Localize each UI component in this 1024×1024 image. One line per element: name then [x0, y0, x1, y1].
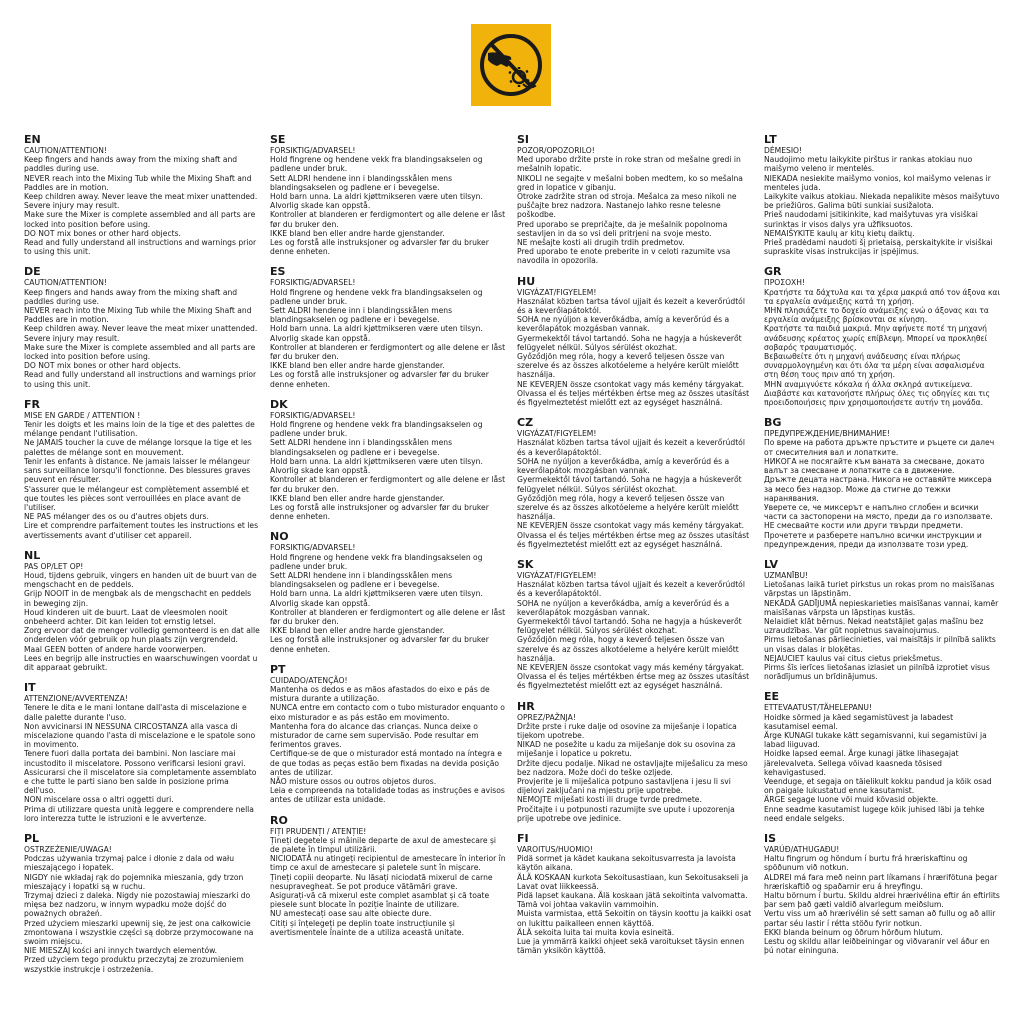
warning-text: VIGYÁZAT/FIGYELEM! Használat közben tartsa távol ujjait és kezeit a keverőrúdtól és a keverőlapátoktól. SOHA ne nyúljon a keverőkádba, amíg a keverőrúd és a keverőlapátok mozgásban vannak. Gyermekektől távol tartandó. Soha ne hagyja a húskeverőt felügyelet nélkül. Súlyos sérülést okozhat. Győződjön meg róla, hogy a keverő teljesen össze van szerelve és az összes alkotóeleme a helyére került mielőtt használja. NE KEVERJEN össze csontokat vagy más kemény tárgyakat. Olvassa el és teljes mértékben értse meg az összes utasítást és figyelmeztetést mielőtt ezt az egységet használná. — [517, 287, 750, 408]
warning-text: OPREZ/PAŽNJA! Držite prste i ruke dalje od osovine za miješanje i lopatica tijekom upotrebe. NIKAD ne posežite u kadu za miješanje dok su osovina za miješanje i lopatice u pokretu. Držite djecu podalje. Nikad ne ostavljajte miješalicu za meso bez nadzora. Može doći do teške ozljede. Provjerite je li miješalica potpuno sastavljena i jesu li svi dijelovi zaključani na mjestu prije upotrebe. NEMOJTE miješati kosti ili druge tvrde predmete. Pročitajte i u potpunosti razumijte sve upute i upozorenja prije upotrebe ove jedinice. — [517, 712, 748, 823]
warning-section-dk — [270, 398, 506, 521]
language-code: PT — [270, 662, 286, 676]
safety-pictogram — [471, 24, 551, 106]
language-code: BG — [764, 416, 782, 430]
warning-column-3 — [517, 133, 753, 964]
warning-text: OSTRZEŻENIE/UWAGA! Podczas używania trzymaj palce i dłonie z dala od wału mieszającego i łopatek. NIGDY nie wkładaj rąk do pojemnika mieszania, gdy trzon mieszający i łopatki są w ruchu. Trzymaj dzieci z daleka. Nigdy nie pozostawiaj mieszarki do mięsa bez nadzoru, w innym wypadku może dojść do poważnych obrażeń. Przed użyciem mieszarki upewnij się, że jest ona całkowicie zmontowana i wszystkie części są dobrze przymocowane na swoim miejscu. NIE MIESZAJ kości ani innych twardych elementów. Przed użyciem tego produktu przeczytaj ze zrozumieniem wszystkie instrukcje i ostrzeżenia. — [24, 845, 254, 974]
warning-section-fr — [24, 398, 260, 540]
language-code: FI — [517, 832, 529, 845]
language-code: SE — [270, 133, 286, 146]
language-code: ES — [270, 265, 286, 279]
warning-section-it — [24, 681, 260, 823]
warning-text: CAUTION/ATTENTION! Keep fingers and hands away from the mixing shaft and paddles during use. NEVER reach into the Mixing Tub while the Mixing Shaft and Paddles are in motion. Keep children away. Never leave the meat mixer unattended. Severe injury may result. Make sure the Mixer is complete assembled and all parts are locked into position before using. DO NOT mix bones or other hard objects. Read and fully understand all instructions and warnings prior to using this unit. — [24, 278, 258, 389]
language-code: IS — [764, 832, 777, 845]
warning-section-sk — [517, 558, 753, 691]
warning-section-si — [517, 133, 753, 266]
warning-section-pl — [24, 832, 260, 974]
warning-text: FORSIKTIG/ADVARSEL! Hold fingrene og hendene vekk fra blandingsakselen og padlene under bruk. Sett ALDRI hendene inn i blandingsskålen mens blandingsakselen og padlene er i bevegelse. Hold barn unna. La aldri kjøttmikseren være uten tilsyn. Alvorlig skade kan oppstå. Kontroller at blanderen er ferdigmontert og alle delene er låst før du bruker den. IKKE bland ben eller andre harde gjenstander. Les og forstå alle instruksjoner og advarsler før du bruker denne enheten. — [270, 278, 506, 389]
warning-section-de — [24, 265, 260, 388]
warning-text: POZOR/OPOZORILO! Med uporabo držite prste in roke stran od mešalne gredi in mešalnih lopatic. NIKOLI ne segajte v mešalni boben medtem, ko so mešalna gred in lopatice v gibanju. Otroke zadržite stran od stroja. Mešalca za meso nikoli ne puščajte brez nadzora. Nastanejo lahko resne telesne poškodbe. Pred uporabo se prepričajte, da je mešalnik popolnoma sestavljen in da so vsi deli pritrjeni na svoje mesto. NE mešajte kosti ali drugih trdih predmetov. Pred uporabo te enote preberite in v celoti razumite vsa navodila in opozorila. — [517, 146, 743, 266]
language-code: GR — [764, 265, 782, 279]
warning-text: FORSIKTIG/ADVARSEL! Hold fingrene og hendene vekk fra blandingsakselen og padlene under bruk. Sett ALDRI hendene inn i blandingsskålen mens blandingsakselen og padlene er i bevegelse. Hold barn unna. La aldri kjøttmikseren være uten tilsyn. Alvorlig skade kan oppstå. Kontroller at blanderen er ferdigmontert og alle delene er låst før du bruker den. IKKE bland ben eller andre harde gjenstander. Les og forstå alle instruksjoner og advarsler før du bruker denne enheten. — [270, 146, 506, 257]
warning-section-ee — [764, 690, 1000, 823]
language-code: NO — [270, 530, 289, 544]
warning-column-1 — [24, 133, 260, 983]
warning-text: ETTEVAATUST/TÄHELEPANU! Hoidke sõrmed ja käed segamistüvest ja labadest kasutamisel eemal. Ärge KUNAGI tukake kätt segamisvanni, kui segamistüvi ja labad liiguvad. Hoidke lapsed eemal. Ärge kunagi jätke lihasegajat järelevalveta. Sellega võivad kaasneda tõsised kehavigastused. Veenduge, et segaja on täielikult kokku pandud ja kõik osad on paigale lukustatud enne kasutamist. ÄRGE segage luone või muid kõvasid objekte. Enne seadme kasutamist lugege kõik juhised läbi ja tehke need endale selgeks. — [764, 703, 992, 823]
warning-section-gr — [764, 265, 1000, 407]
warning-section-en — [24, 133, 260, 256]
warning-section-cz — [517, 416, 753, 549]
language-code: DE — [24, 265, 41, 279]
warning-text: VIGYÁZAT/FIGYELEM! Használat közben tartsa távol ujjait és kezeit a keverőrúdtól és a keverőlapátoktól. SOHA ne nyúljon a keverőkádba, amíg a keverőrúd és a keverőlapátok mozgásban vannak. Gyermekektől távol tartandó. Soha ne hagyja a húskeverőt felügyelet nélkül. Súlyos sérülést okozhat. Győződjön meg róla, hogy a keverő teljesen össze van szerelve és az összes alkotóeleme a helyére került mielőtt használja. NE KEVERJEN össze csontokat vagy más kemény tárgyakat. Olvassa el és teljes mértékben értse meg az összes utasítást és figyelmeztetést mielőtt ezt az egységet használná. — [517, 570, 750, 691]
warning-text: VARÚÐ/ATHUGAÐU! Haltu fingrum og höndum í burtu frá hræriskaftinu og spöðunum við notkun. ALDREI má fara með neinn part líkamans í hrærifötuna þegar hræriskaftið og spaðarnir eru á hreyfingu. Haltu börnum í burtu. Skildu aldrei hrærivélina eftir án eftirlits þar sem það gæti valdið alvarlegum meiðslum. Vertu viss um að hrærivélin sé sett saman að fullu og að allir partar séu lastir í rétta stöðu fyrir notkun. EKKI blanda beinum og öðrum hörðum hlutum. Lestu og skildu allar leiðbeiningar og viðvaranir vel áður en þú notar eininguna. — [764, 845, 1000, 956]
no-hands-in-mixer-icon — [471, 24, 551, 106]
warning-section-lt — [764, 133, 1000, 256]
language-code: LT — [764, 133, 777, 146]
language-code: EN — [24, 133, 41, 146]
warning-section-lv — [764, 558, 1000, 681]
warning-section-nl — [24, 549, 260, 672]
warning-text: CAUTION/ATTENTION! Keep fingers and hands away from the mixing shaft and paddles during use. NEVER reach into the Mixing Tub while the Mixing Shaft and Paddles are in motion. Keep children away. Never leave the meat mixer unattended. Severe injury may result. Make sure the Mixer is complete assembled and all parts are locked into position before using. DO NOT mix bones or other hard objects. Read and fully understand all instructions and warnings prior to using this unit. — [24, 146, 258, 257]
warning-text: ATTENZIONE/AVVERTENZA! Tenere le dita e le mani lontane dall'asta di miscelazione e dalle palette durante l'uso. Non avvicinarsi IN NESSUNA CIRCOSTANZA alla vasca di miscelazione quando l'asta di miscelazione e le spatole sono in movimento. Tenere fuori dalla portata dei bambini. Non lasciare mai incustodito il miscelatore. Possono verificarsi lesioni gravi. Assicurarsi che il miscelatore sia completamente assemblato e che tutte le parti siano ben salde in posizione prima dell'uso. NON miscelare ossa o altri oggetti duri. Prima di utilizzare questa unità leggere e comprendere nella loro interezza tutte le istruzioni e le avvertenze. — [24, 694, 257, 823]
warning-text: DĖMESIO! Naudojimo metu laikykite pirštus ir rankas atokiau nuo maišymo veleno ir mentelės. NIEKADA nesiekite maišymo vonios, kol maišymo velenas ir menteles juda. Laikykite vaikus atokiau. Niekada nepalikite mėsos maišytuvo be priežiūros. Galima būti sunkiai susižalota. Prieš naudodami įsitikinkite, kad maišytuvas yra visiškai surinktas ir visos dalys yra užfiksuotos. NEMAIŠYKITE kaulų ar kitų kietų daiktų. Prieš pradėdami naudoti šį prietaisą, perskaitykite ir visiškai supraskite visas instrukcijas ir įspėjimus. — [764, 146, 1000, 257]
warning-section-hu — [517, 275, 753, 408]
language-code: EE — [764, 690, 780, 704]
warning-section-pt — [270, 663, 506, 805]
language-code: FR — [24, 397, 40, 411]
warning-text: ΠΡΟΣΟΧΗ! Κρατήστε τα δάχτυλα και τα χέρια μακριά από τον άξονα και τα εργαλεία ανάμειξης κατά τη χρήση. ΜΗΝ πλησιάζετε το δοχείο ανάμειξης ενώ ο άξονας και τα εργαλεία ανάμειξης βρίσκονται σε κίνηση. Κρατήστε τα παιδιά μακριά. Μην αφήνετε ποτέ τη μηχανή ανάδευσης κρέατος χωρίς επίβλεψη. Μπορεί να προκληθεί σοβαρός τραυματισμός. Βεβαιωθείτε ότι η μηχανή ανάδευσης είναι πλήρως συναρμολογημένη και ότι όλα τα μέρη είναι ασφαλισμένα στη θέση τους πριν από τη χρήση. ΜΗΝ αναμιγνύετε κόκαλα ή άλλα σκληρά αντικείμενα. Διαβάστε και κατανοήστε πλήρως όλες τις οδηγίες και τις προειδοποιήσεις πριν χρησιμοποιήσετε αυτήν τη μονάδα. — [764, 278, 1000, 408]
language-code: NL — [24, 548, 41, 562]
warning-text: VAROITUS/HUOMIO! Pidä sormet ja kädet kaukana sekoitusvarresta ja lavoista käytön aikana. ÄLÄ KOSKAAN kurkota Sekoitusastiaan, kun Sekoitusakseli ja Lavat ovat liikkeessä. Pidä lapset kaukana. Älä koskaan jätä sekoitinta valvomatta. Tämä voi johtaa vakaviin vammoihin. Muista varmistaa, että Sekoitin on täysin koottu ja kaikki osat on lukittu paikalleen ennen käyttöä. ÄLÄ sekoita luita tai muita kovia esineitä. Lue ja ymmärrä kaikki ohjeet sekä varoitukset täysin ennen tämän yksikön käyttöä. — [517, 845, 752, 956]
warning-column-4 — [764, 133, 1000, 964]
warning-section-bg — [764, 416, 1000, 549]
language-code: HR — [517, 699, 535, 713]
warning-text: ПРЕДУПРЕЖДЕНИЕ/ВНИМАНИЕ! По време на работа дръжте пръстите и ръцете си далеч от смесителния вал и лопатките. НИКОГА не посягайте към ваната за смесване, докато валът за смесване и лопатките са в движение. Дръжте децата настрана. Никога не оставяйте миксера за месо без надзор. Може да стигне до тежки наранявания. Уверете се, че миксерът е напълно сглобен и всички части са застопорени на място, преди да го използвате. НЕ смесвайте кости или други твърди предмети. Прочетете и разберете напълно всички инструкции и предупреждения, преди да използвате този уред. — [764, 429, 995, 549]
warning-section-no — [270, 530, 506, 653]
language-code: IT — [24, 681, 36, 695]
warning-text: VIGYÁZAT/FIGYELEM! Használat közben tartsa távol ujjait és kezeit a keverőrúdtól és a keverőlapátoktól. SOHA ne nyúljon a keverőkádba, amíg a keverőrúd és a keverőlapátok mozgásban vannak. Gyermekektől távol tartandó. Soha ne hagyja a húskeverőt felügyelet nélkül. Súlyos sérülést okozhat. Győződjön meg róla, hogy a keverő teljesen össze van szerelve és az összes alkotóeleme a helyére került mielőtt használja. NE KEVERJEN össze csontokat vagy más kemény tárgyakat. Olvassa el és teljes mértékben értse meg az összes utasítást és figyelmeztetést mielőtt ezt az egységet használná. — [517, 429, 750, 549]
warning-column-2 — [270, 133, 506, 946]
warning-text: CUIDADO/ATENÇÃO! Mantenha os dedos e as mãos afastados do eixo e pás de mistura durante a utilização. NUNCA entre em contacto com o tubo misturador enquanto o eixo misturador e as pás estão em movimento. Mantenha fora do alcance das crianças. Nunca deixe o misturador de carne sem supervisão. Pode resultar em ferimentos graves. Certifique-se de que o misturador está montado na íntegra e de que todas as peças estão bem fixadas na devida posição antes de utilizar. NÃO misture ossos ou outros objetos duros. Leia e compreenda na totalidade todas as instruções e avisos antes de utilizar esta unidade. — [270, 675, 505, 805]
language-code: DK — [270, 397, 288, 411]
warning-section-fi — [517, 832, 753, 955]
warning-section-hr — [517, 700, 753, 823]
language-code: SK — [517, 557, 534, 571]
language-code: PL — [24, 832, 40, 845]
warning-text: FORSIKTIG/ADVARSEL! Hold fingrene og hendene vekk fra blandingsakselen og padlene under bruk. Sett ALDRI hendene inn i blandingsskålen mens blandingsakselen og padlene er i bevegelse. Hold barn unna. La aldri kjøttmikseren være uten tilsyn. Alvorlig skade kan oppstå. Kontroller at blanderen er ferdigmontert og alle delene er låst før du bruker den. IKKE bland ben eller andre harde gjenstander. Les og forstå alle instruksjoner og advarsler før du bruker denne enheten. — [270, 410, 506, 522]
warning-text: FIȚI PRUDENȚI / ATENȚIE! Țineți degetele și mâinile departe de axul de amestecare și de palete în timpul utilizării. NICIODATĂ nu atingeți recipientul de amestecare în interior în timp ce axul de amestecare și paletele sunt în mișcare. Țineți copiii deoparte. Nu lăsați niciodată mixerul de carne nesupravegheat. Se pot produce vătămări grave. Asigurați-vă că mixerul este complet asamblat și că toate piesele sunt blocate în poziție înainte de utilizare. NU amestecați oase sau alte obiecte dure. Citiți și înțelegeți pe deplin toate instrucțiunile și avertismentele înainte de a utiliza această unitate. — [270, 826, 506, 937]
language-code: CZ — [517, 416, 534, 430]
language-code: SI — [517, 133, 530, 146]
warning-section-is — [764, 832, 1000, 955]
language-code: RO — [270, 813, 288, 827]
warning-text: MISE EN GARDE / ATTENTION ! Tenir les doigts et les mains loin de la tige et des palettes de mélange pendant l'utilisation. Ne JAMAIS toucher la cuve de mélange lorsque la tige et les palettes de mélange sont en mouvement. Tenir les enfants à distance. Ne jamais laisser le mélangeur sans surveillance lorsqu'il fonctionne. Des blessures graves peuvent en résulter. S'assurer que le mélangeur est complètement assemblé et que toutes les pièces sont verrouillées en place avant de l'utiliser. NE PAS mélanger des os ou d'autres objets durs. Lire et comprendre parfaitement toutes les instructions et les avertissements avant d'utiliser cet appareil. — [24, 410, 259, 540]
warning-section-se — [270, 133, 506, 256]
warning-text: PAS OP/LET OP! Houd, tijdens gebruik, vingers en handen uit de buurt van de mengschacht en de peddels. Grijp NOOIT in de mengbak als de mengschacht en peddels in beweging zijn. Houd kinderen uit de buurt. Laat de vleesmolen nooit onbeheerd achter. Dit kan leiden tot ernstig letsel. Zorg ervoor dat de menger volledig gemonteerd is en dat alle onderdelen vóór gebruik op hun plaats zijn vergrendeld. Maal GEEN botten of andere harde voorwerpen. Lees en begrijp alle instructies en waarschuwingen voordat u dit apparaat gebruikt. — [24, 561, 260, 672]
warning-text: FORSIKTIG/ADVARSEL! Hold fingrene og hendene vekk fra blandingsakselen og padlene under bruk. Sett ALDRI hendene inn i blandingsskålen mens blandingsakselen og padlene er i bevegelse. Hold barn unna. La aldri kjøttmikseren være uten tilsyn. Alvorlig skade kan oppstå. Kontroller at blanderen er ferdigmontert og alle delene er låst før du bruker den. IKKE bland ben eller andre harde gjenstander. Les og forstå alle instruksjoner og advarsler før du bruker denne enheten. — [270, 543, 506, 654]
warning-text: UZMANĪBU! Lietošanas laikā turiet pirkstus un rokas prom no maisīšanas vārpstas un lāpstiņām. NEKĀDĀ GADĪJUMĀ nepieskarieties maisīšanas vannai, kamēr maisīšanas vārpsta un lāpstiņas kustās. Nelaidiet klāt bērnus. Nekad neatstājiet gaļas mašīnu bez uzraudzības. Var gūt nopietnus savainojumus. Pirms lietošanas pārliecinieties, vai maisītājs ir pilnībā salikts un visas dalas ir bloķētas. NEJAUCIET kaulus vai citus cietus priekšmetus. Pirms šīs ierīces lietošanas izlasiet un pilnībā izprotiet visus norādījumus un brīdinājumus. — [764, 570, 999, 682]
warning-section-es — [270, 265, 506, 388]
language-code: LV — [764, 557, 779, 571]
warning-section-ro — [270, 814, 506, 937]
language-code: HU — [517, 274, 536, 288]
